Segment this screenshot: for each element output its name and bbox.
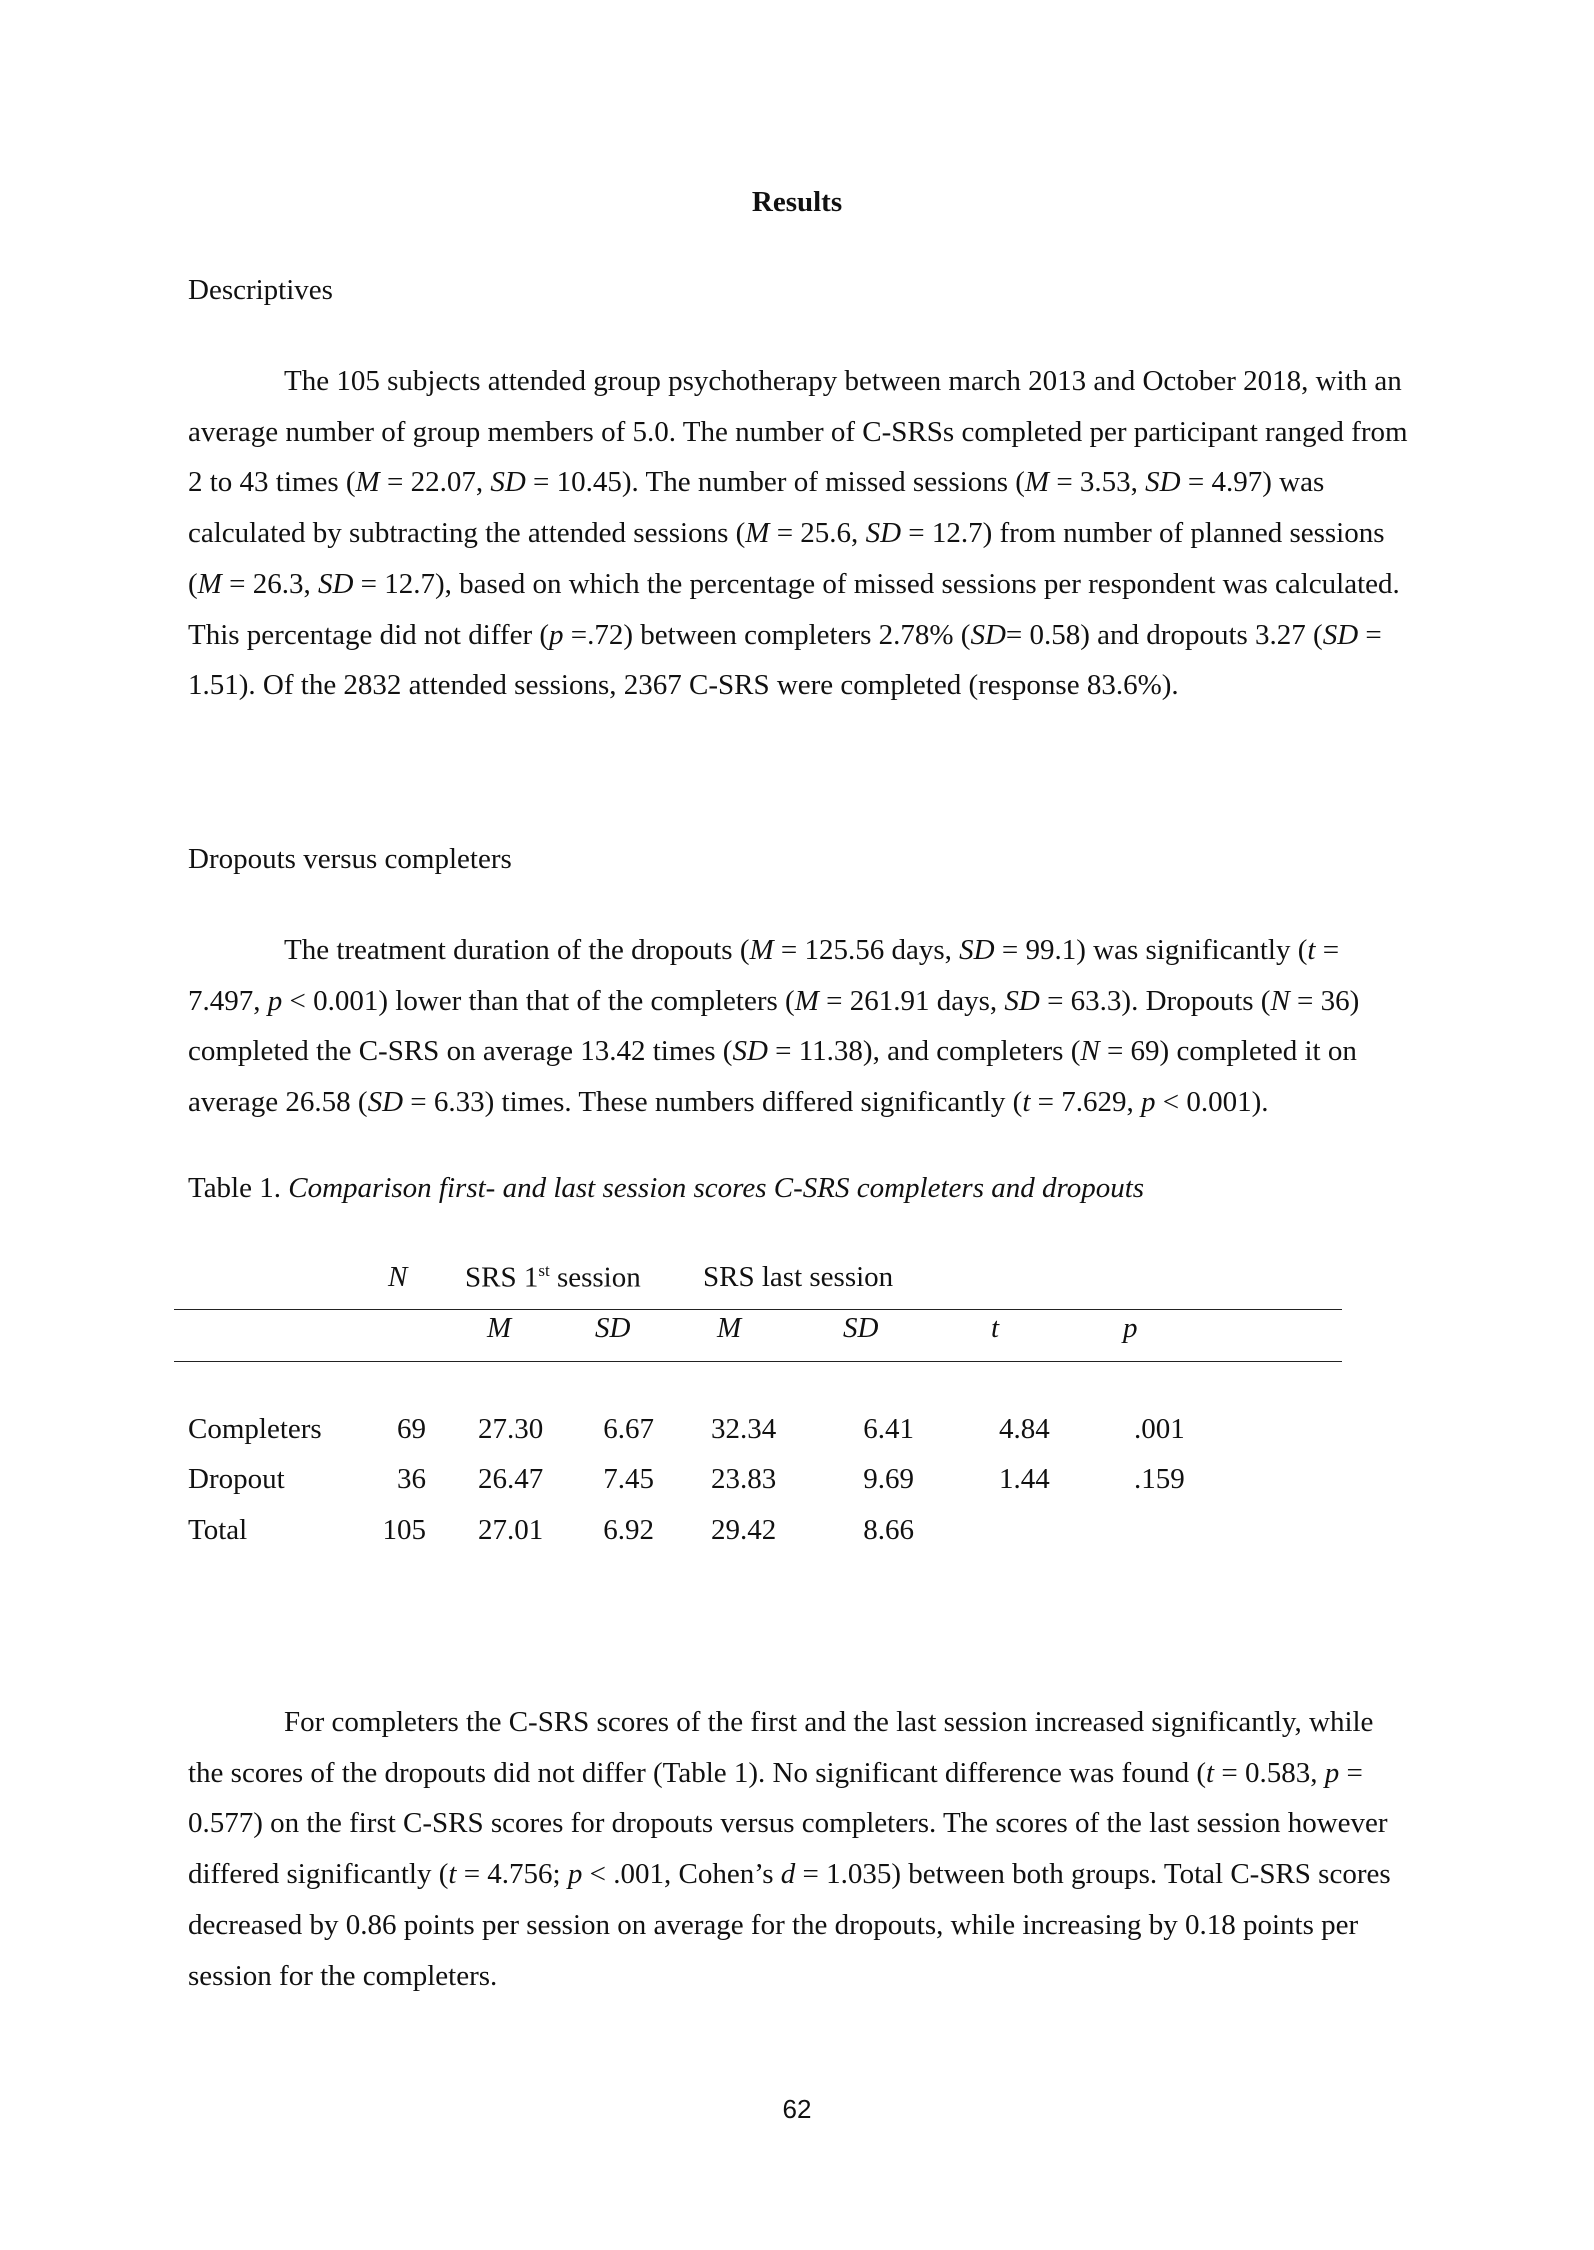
section-heading-descriptives: Descriptives [188,274,333,306]
table-sub-t: t [991,1312,1000,1344]
table-cell-m1: 27.01 [478,1514,544,1546]
table-head-srs-last: SRS last session [703,1261,894,1293]
table-cell-sd2: 8.66 [863,1514,914,1546]
table-cell-n: 69 [397,1413,426,1445]
paragraph-descriptives: The 105 subjects attended group psychotherapy between march 2013 and October 2018, with an average number of group members of 5.0. The number of C-SRSs completed per participant ranged from 2 to 43 times (M = 22.07, SD = 10.45). The number of missed sessions (M = 3.53, SD = 4.97) was calculated by subtracting the attended sessions (M = 25.6, SD = 12.7) from number of planned sessions (M = 26.3, SD = 12.7), based on which the percentage of missed sessions per respondent was calculated. This percentage did not differ (p =.72) between completers 2.78% (SD= 0.58) and dropouts 3.27 (SD = 1.51). Of the 2832 attended sessions, 2367 C-SRS were completed (response 83.6%). [188,365,1408,702]
page-number: 62 [782,2094,812,2124]
table-sub-m2: M [717,1312,742,1344]
table-row-label: Total [188,1514,248,1546]
table-cell-sd1: 7.45 [603,1463,654,1495]
paragraph-discussion: For completers the C-SRS scores of the first and the last session increased significantly, while the scores of the dropouts did not differ (Table 1). No significant difference was found (t = 0.583, p = 0.577) on the first C-SRS scores for dropouts versus completers. The scores of the last session however differed significantly (t = 4.756; p < .001, Cohen’s d = 1.035) between both groups. Total C-SRS scores decreased by 0.86 points per session on average for the dropouts, while increasing by 0.18 points per session for the completers. [188,1706,1391,1992]
table-sub-sd2: SD [843,1312,879,1344]
table-caption-label: Table 1. [188,1172,289,1204]
page-title: Results [751,186,843,218]
table-cell-sd1: 6.92 [603,1514,654,1546]
table-caption-title: Comparison first- and last session scores C-SRS completers and dropouts [288,1172,1145,1204]
table-header-rule [174,1361,1342,1362]
table-top-rule [174,1309,1342,1310]
table-cell-sd2: 6.41 [863,1413,914,1445]
table-row-label: Dropout [188,1463,285,1495]
table-cell-t: 4.84 [999,1413,1050,1445]
table-cell-n: 105 [382,1514,426,1546]
table-cell-m1: 26.47 [478,1463,544,1495]
paragraph-dropouts: The treatment duration of the dropouts (M = 125.56 days, SD = 99.1) was significantly (t = 7.497, p < 0.001) lower than that of the completers (M = 261.91 days, SD = 63.3). Dropouts (N = 36) completed the C-SRS on average 13.42 times (SD = 11.38), and completers (N = 69) completed it on average 26.58 (SD = 6.33) times. These numbers differed significantly (t = 7.629, p < 0.001). [188,934,1360,1119]
table-cell-p: .159 [1134,1463,1185,1495]
table-cell-sd2: 9.69 [863,1463,914,1495]
table-sub-p: p [1123,1312,1138,1344]
table-cell-t: 1.44 [999,1463,1050,1495]
table-cell-m2: 23.83 [711,1463,777,1495]
table-head-srs-first: SRS 1st session [465,1261,641,1294]
table-cell-m2: 32.34 [711,1413,777,1445]
table-cell-sd1: 6.67 [603,1413,654,1445]
table-sub-sd1: SD [595,1312,631,1344]
table-cell-n: 36 [397,1463,426,1495]
section-heading-dropouts: Dropouts versus completers [188,843,512,875]
table-cell-m1: 27.30 [478,1413,544,1445]
table-head-n: N [388,1261,408,1293]
table-cell-p: .001 [1134,1413,1185,1445]
table-row-label: Completers [188,1413,322,1445]
table-sub-m1: M [487,1312,512,1344]
table-cell-m2: 29.42 [711,1514,777,1546]
